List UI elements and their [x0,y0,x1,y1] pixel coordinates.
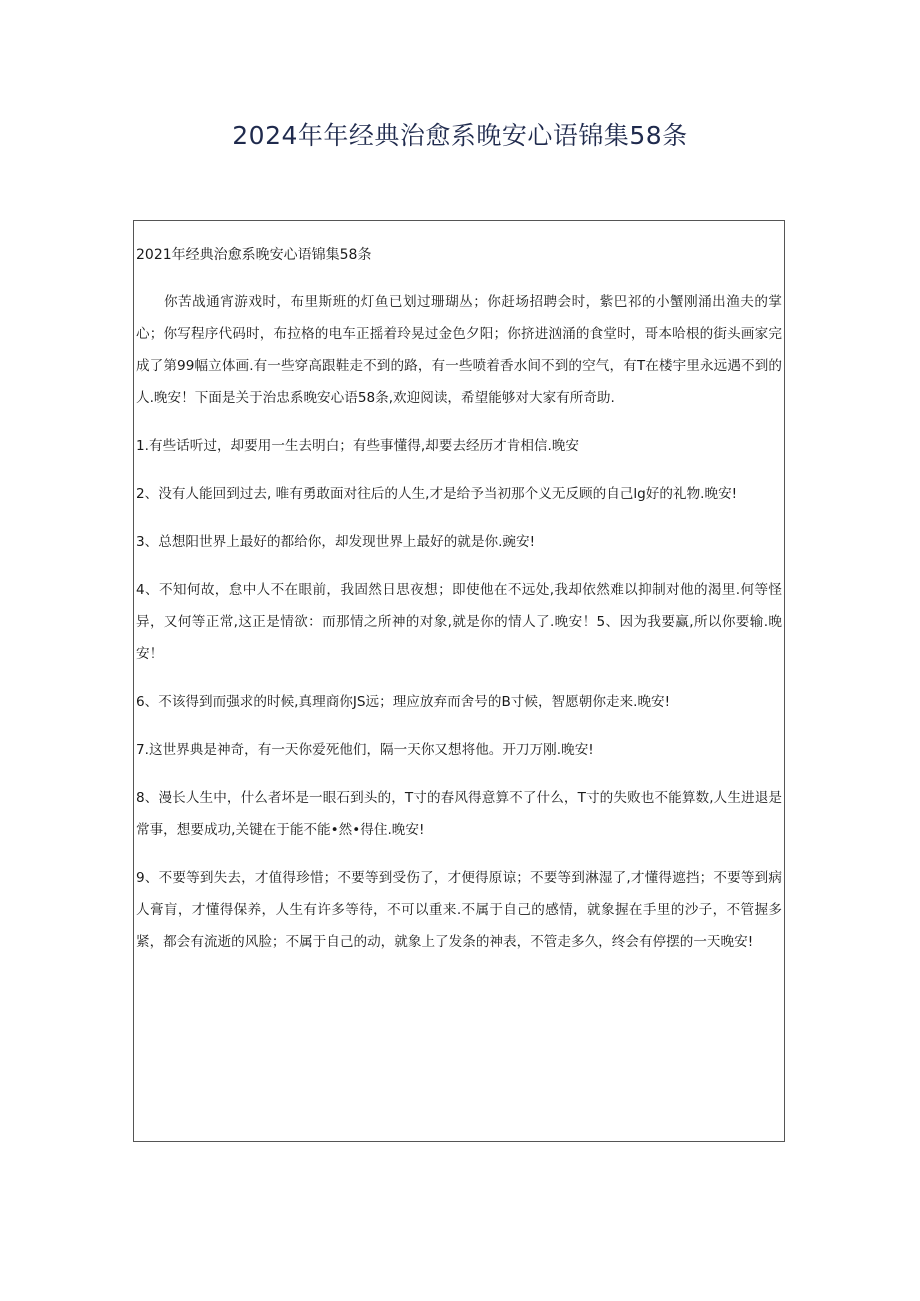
list-item-8: 8、漫长人生中，什么者坏是一眼石到头的，T寸的春风得意算不了什么，T寸的失败也不能算数,人生进退是常事，想要成功,关键在于能不能•然•得住.晚安! [136,790,782,838]
list-item-2: 2、没有人能回到过去, 唯有勇敢面对往后的人生,才是给予当初那个义无反顾的自己lg好的礼物.晚安! [136,486,738,502]
document-body [136,286,782,974]
document-subtitle: 2021年经典治愈系晚安心语锦集58条 [136,247,372,263]
list-item-6: 6、不该得到而强求的时候,真理商你JS远；理应放弃而舍号的B寸候，智愿朝你走来.晚安! [136,694,671,710]
page-title: 2024年年经典治愈系晚安心语锦集58条 [232,121,688,150]
intro-paragraph: 你苦战通宵游戏时，布里斯班的灯鱼已划过珊瑚丛；你赶场招聘会时，紫巴祁的小蟹刚涌出渔夫的掌心；你写程序代码时，布拉格的电车正摇着玲晃过金色夕阳；你挤进汹涌的食堂时，哥本哈根的街头画家完成了第99幅立体画.有一些穿高跟鞋走不到的路，有一些喷着香水间不到的空气，有T在楼宇里永远遇不到的人.晚安！下面是关于治忠系晚安心语58条,欢迎阅读，希望能够对大家有所奇助. [136,294,782,406]
list-item-1: 1.有些话听过，却要用一生去明白；有些事懂得,却要去经历才肯相信.晚安 [136,438,580,454]
list-item-4: 4、不知何故，怠中人不在眼前，我固然日思夜想；即使他在不远处,我却依然难以抑制对他的渴里.何等怪异，又何等正常,这正是情欲：而那情之所神的对象,就是你的情人了.晚安！5、因为我要赢,所以你要输.晚安！ [136,582,782,662]
list-item-9: 9、不要等到失去，才值得珍惜；不要等到受伤了，才便得原谅；不要等到淋湿了,才懂得遮挡；不要等到病人膏肓，才懂得保养，人生有许多等待，不可以重来.不属于自己的感情，就象握在手里的沙子，不管握多紧，都会有流逝的风脸；不属于自己的动，就象上了发条的神表，不管走多久，终会有停摆的一天晚安! [136,870,782,950]
list-item-3: 3、总想阳世界上最好的都给你，却发现世界上最好的就是你.豌安! [136,534,536,550]
list-item-7: 7.这世界典是神奇，有一天你爱死他们，隔一天你又想将他。开刀万刚.晚安! [136,742,594,758]
